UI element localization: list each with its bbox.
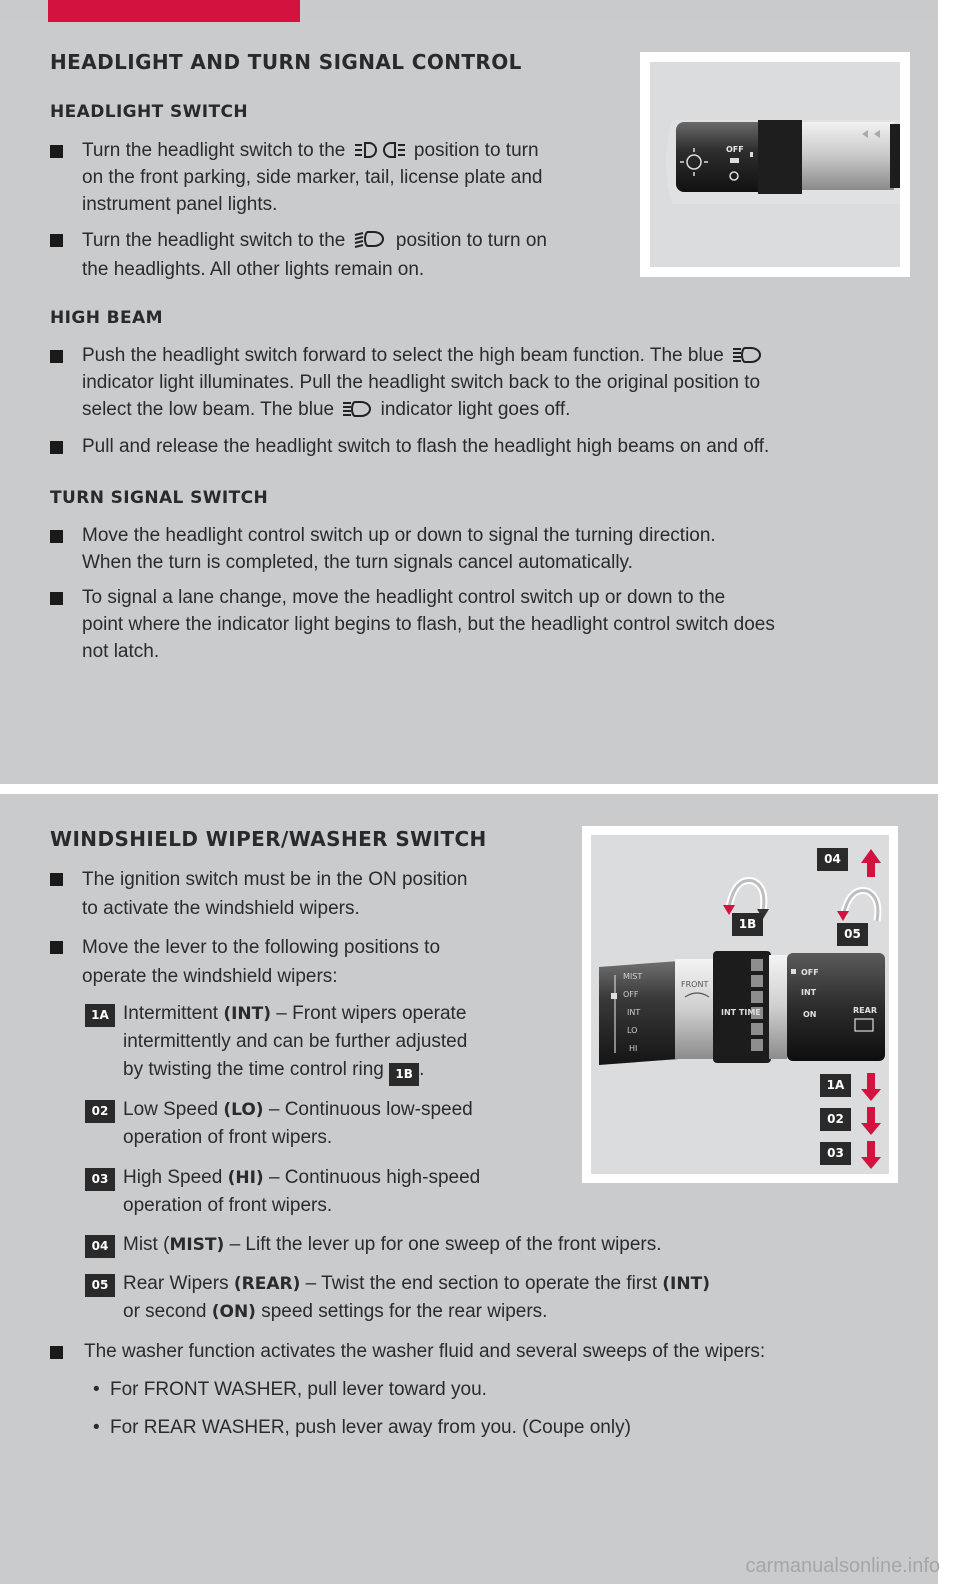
text: To signal a lane change, move the headlight control switch up or down to the [82,587,726,608]
parking-lights-icon [354,141,406,159]
washer-rear-item [85,1415,885,1441]
turn-signal-bullet-2 [50,584,910,665]
bullet-square [50,1346,63,1359]
top-bar [0,0,938,22]
text-bold: (LO) [223,1100,264,1120]
callout-02: 02 [820,1108,851,1131]
photo-label-hi: HI [629,1044,638,1053]
text: Low Speed [123,1099,224,1120]
callout-05: 05 [837,923,868,946]
text: . [419,1059,425,1080]
bullet-square [50,441,63,454]
high-beam-icon [342,400,372,418]
text: point where the indicator light begins to flash, but the headlight control switch does [82,614,775,635]
text: not latch. [82,641,160,662]
bullet-square [50,941,63,954]
bullet-square [50,145,63,158]
text: position to turn [413,140,539,161]
text: instrument panel lights. [82,194,278,215]
text: For REAR WASHER, push lever away from you. (Coupe only) [110,1417,631,1438]
wiper-position-02 [85,1096,555,1152]
wiper-position-05 [85,1270,905,1326]
text: For FRONT WASHER, pull lever toward you. [110,1379,487,1400]
text: indicator light illuminates. Pull the headlight switch back to the original position to [82,372,761,393]
photo-label-front: FRONT [681,980,709,989]
photo-label-mist: MIST [623,972,643,981]
photo-label-rear: REAR [853,1006,877,1015]
text: Move the headlight control switch up or down to signal the turning direction. [82,525,716,546]
turn-signal-heading: TURN SIGNAL SWITCH [50,488,269,508]
bullet-square [50,530,63,543]
text: by twisting the time control ring [123,1059,390,1080]
wiper-position-1a [85,1000,555,1086]
photo-label-int-time: INT TIME [721,1008,761,1017]
text: When the turn is completed, the turn signals cancel automatically. [82,552,633,573]
washer-front-item [85,1377,885,1403]
position-tag: 05 [85,1274,115,1297]
text: position to turn on [395,230,547,251]
text: Move the lever to the following positions to [82,937,441,958]
text: to activate the windshield wipers. [82,898,360,919]
headlight-switch-photo [640,52,910,277]
position-tag: 1B [389,1063,419,1086]
headlight-section-title: HEADLIGHT AND TURN SIGNAL CONTROL [50,50,522,74]
text-bold: (INT) [662,1274,710,1294]
high-beam-bullet-2 [50,433,910,460]
text: indicator light goes off. [380,399,571,420]
photo-background [650,62,900,267]
bullet-square [50,234,63,247]
wiper-switch-photo [582,826,898,1183]
text: operation of front wipers. [123,1127,333,1148]
text: the headlights. All other lights remain on. [82,259,425,280]
callout-03: 03 [820,1142,851,1165]
text: – Twist the end section to operate the first [300,1273,663,1294]
headlight-switch-heading: HEADLIGHT SWITCH [50,102,248,122]
text: – Front wipers operate [271,1003,467,1024]
wiper-bullet-1 [50,865,570,923]
watermark: carmanualsonline.info [745,1555,940,1577]
text: – Continuous high-speed [263,1167,481,1188]
photo-label-lo: LO [627,1026,638,1035]
position-tag: 1A [85,1004,115,1027]
accent-tab [48,0,300,22]
bullet-dot: • [93,1417,100,1438]
photo-background [591,835,889,1174]
wiper-bullet-3 [50,1338,910,1365]
bullet-dot: • [93,1379,100,1400]
text: Push the headlight switch forward to select the high beam function. The blue [82,345,724,366]
photo-label-int-rear: INT [801,988,817,997]
text: Turn the headlight switch to the [82,140,346,161]
photo-label-off: OFF [623,990,639,999]
text: Pull and release the headlight switch to flash the headlight high beams on and off. [82,436,770,457]
text: select the low beam. The blue [82,399,335,420]
callout-04: 04 [817,848,848,871]
text: The ignition switch must be in the ON position [82,869,468,890]
high-beam-heading: HIGH BEAM [50,308,163,328]
position-tag: 02 [85,1100,115,1123]
bullet-square [50,873,63,886]
headlight-on-icon [354,229,388,249]
photo-label-off-rear: OFF [801,968,819,977]
text: – Lift the lever up for one sweep of the front wipers. [224,1234,662,1255]
text: Mist ( [123,1234,170,1255]
text-bold: (ON) [211,1302,256,1322]
bullet-square [50,350,63,363]
text-bold: (HI) [227,1168,264,1188]
text: Rear Wipers [123,1273,234,1294]
text-bold: (REAR) [233,1274,301,1294]
text-bold: (INT) [223,1004,272,1024]
photo-label-on: ON [803,1010,817,1019]
position-tag: 03 [85,1168,115,1191]
turn-signal-bullet-1 [50,522,910,576]
wiper-position-04 [85,1231,905,1259]
headlight-switch-bullet-2 [50,226,620,284]
text: on the front parking, side marker, tail, license plate and [82,167,543,188]
wiper-bullet-2 [50,933,570,991]
text: operation of front wipers. [123,1195,333,1216]
photo-label-off: OFF [726,145,744,154]
position-tag: 04 [85,1235,115,1258]
headlight-stalk-illustration [650,62,900,267]
text: High Speed [123,1167,228,1188]
wiper-section-title: WINDSHIELD WIPER/WASHER SWITCH [50,827,487,851]
headlight-switch-bullet-1 [50,137,620,218]
text: Intermittent [123,1003,224,1024]
callout-1a: 1A [820,1074,851,1097]
text: – Continuous low-speed [263,1099,473,1120]
text-bold: MIST) [169,1235,225,1255]
bullet-square [50,592,63,605]
text: operate the windshield wipers: [82,966,338,987]
wiper-position-03 [85,1164,555,1220]
text: speed settings for the rear wipers. [255,1301,548,1322]
text: or second [123,1301,212,1322]
high-beam-bullet-1 [50,342,910,423]
photo-label-int: INT [627,1008,641,1017]
text: Turn the headlight switch to the [82,230,346,251]
high-beam-icon [732,346,762,364]
callout-1b: 1B [732,913,763,936]
text: The washer function activates the washer fluid and several sweeps of the wipers: [84,1341,766,1362]
text: intermittently and can be further adjusted [123,1031,468,1052]
